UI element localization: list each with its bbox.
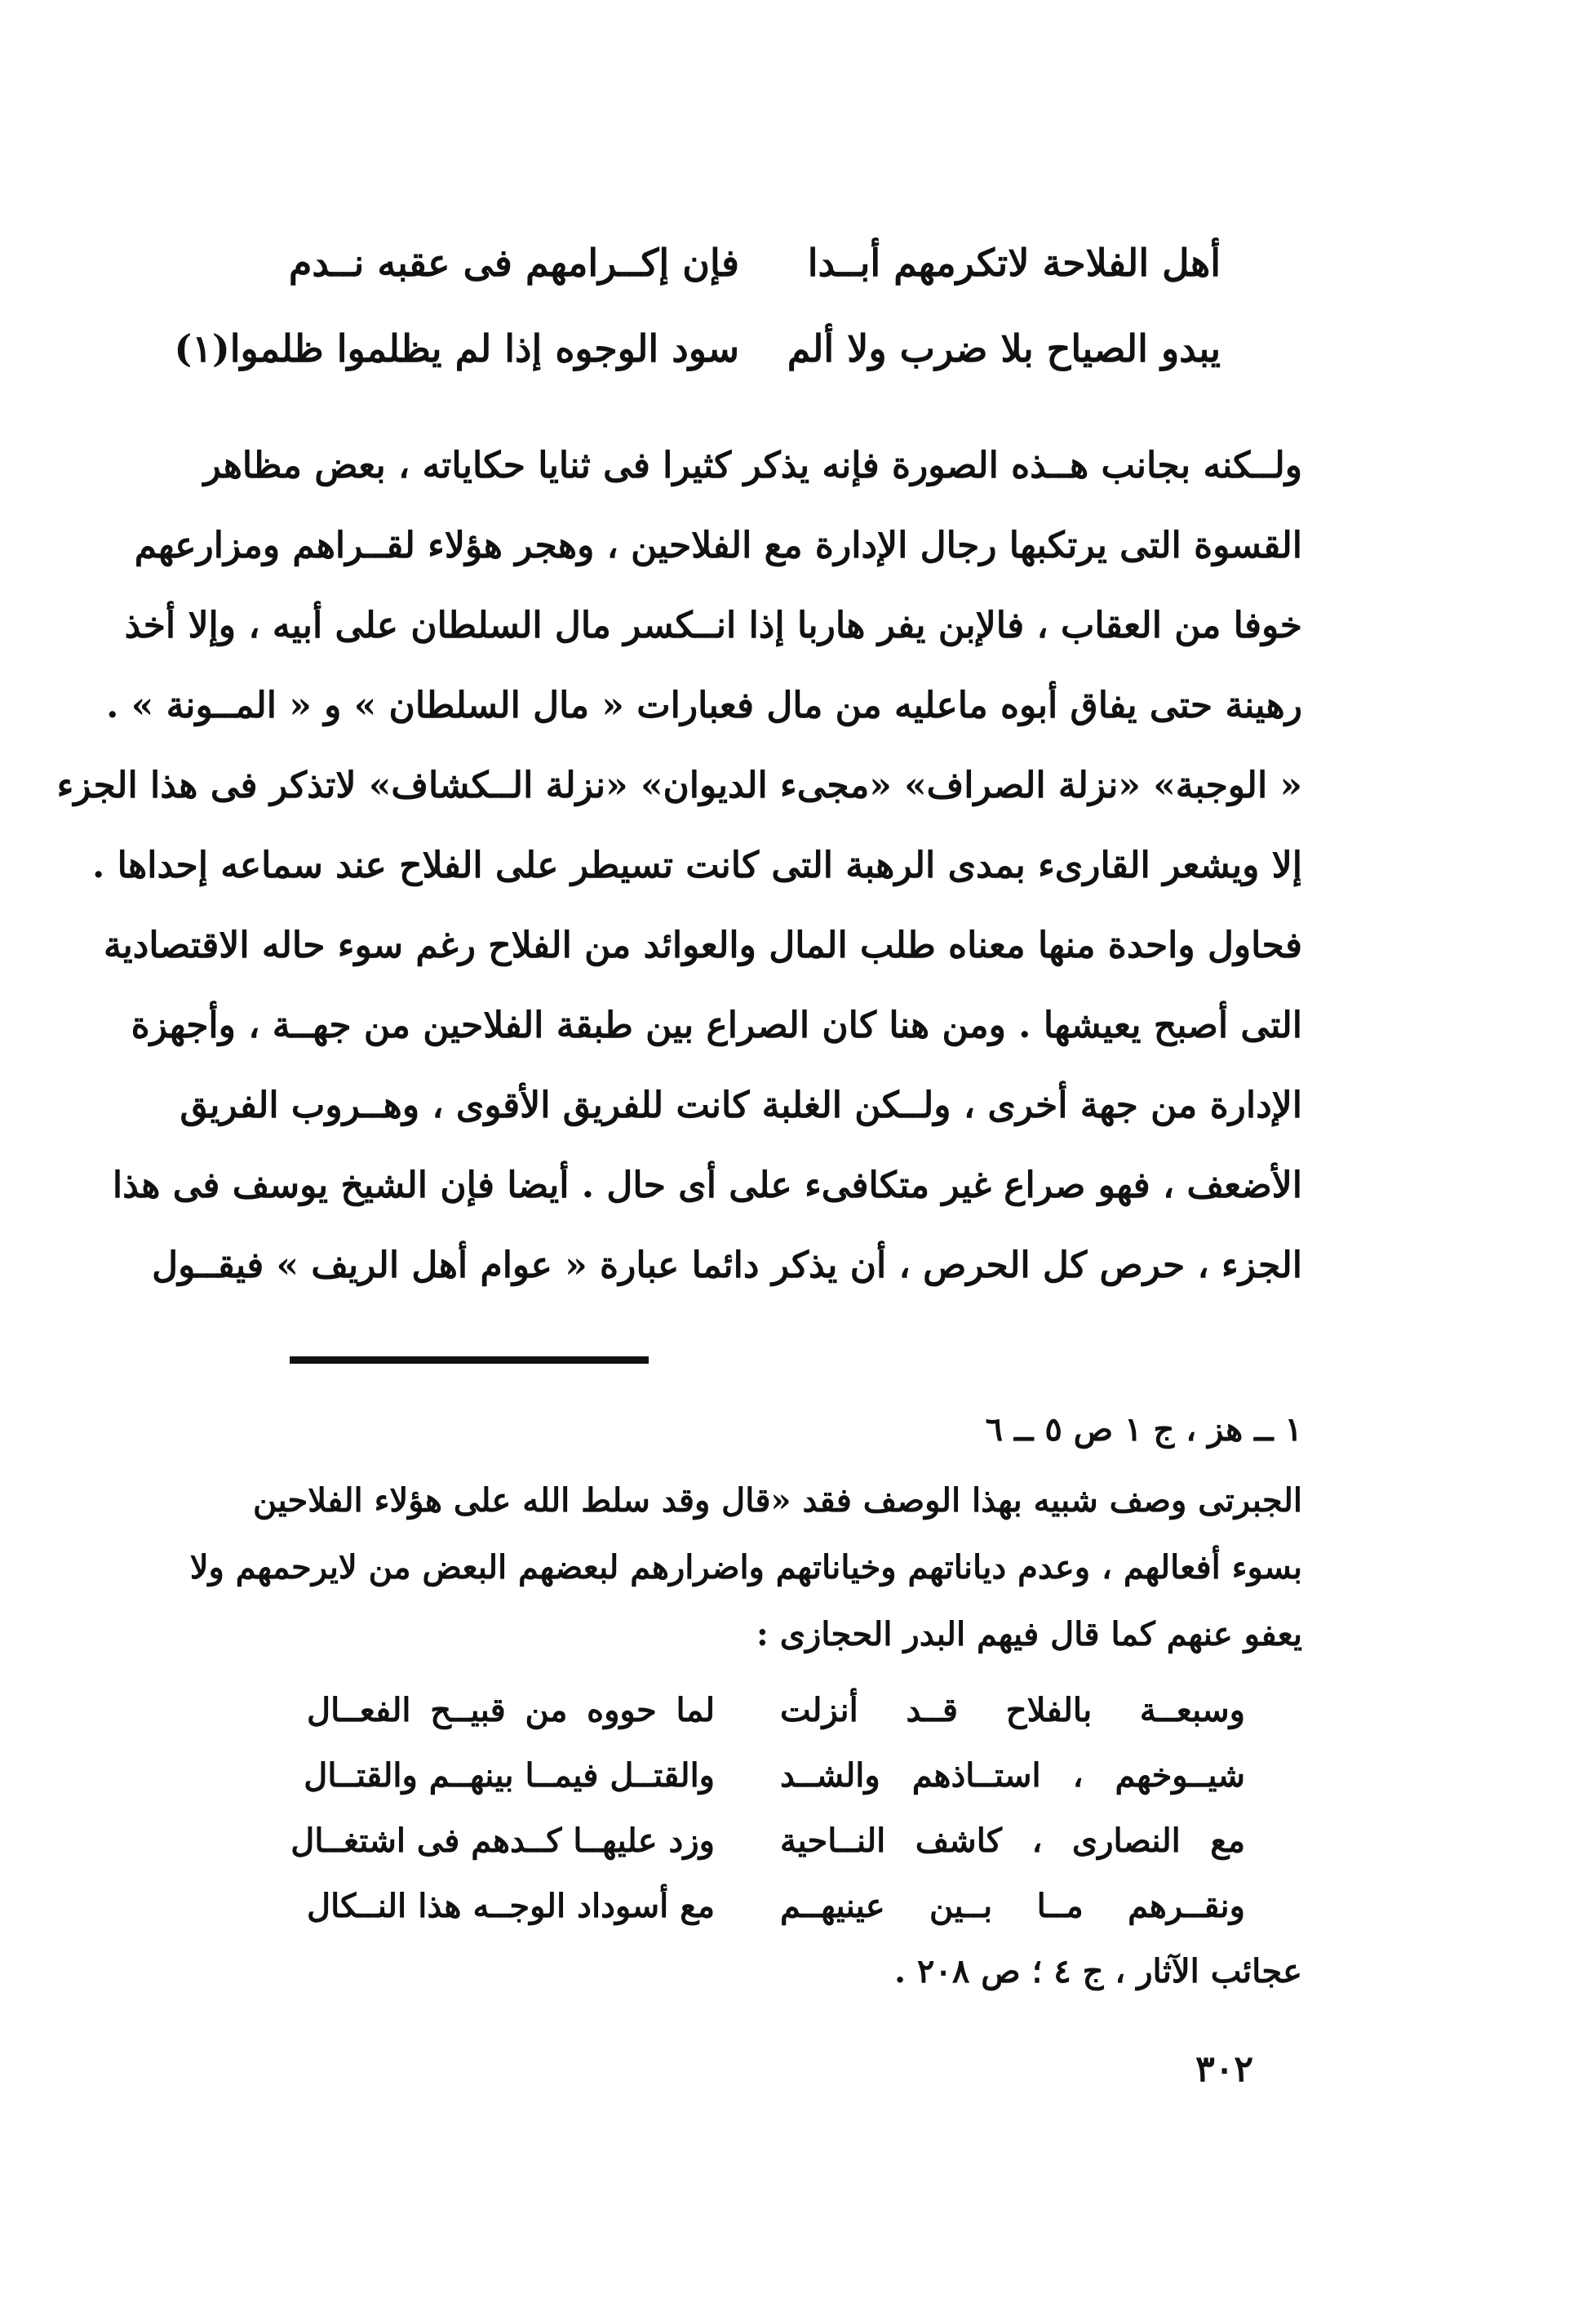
body-line: فحاول واحدة منها معناه طلب المال والعوائد من الفلاح رغم سوء حاله الاقتصادية <box>103 925 1302 966</box>
footnote-reference: ١ ــ هز ، ج ١ ص ٥ ــ ٦ <box>985 1410 1302 1449</box>
body-line: ولــكنه بجانب هــذه الصورة فإنه يذكر كثيرا فى ثنايا حكاياته ، بعض مظاهر <box>203 445 1302 486</box>
footnote-line: يعفو عنهم كما قال فيهم البدر الحجازى : <box>756 1615 1302 1653</box>
body-line: الجزء ، حرص كل الحرص ، أن يذكر دائما عبارة « عوام أهل الريف » فيقــول <box>152 1245 1302 1286</box>
body-line: رهينة حتى يفاق أبوه ماعليه من مال فعبارات « مال السلطان » و « المــونة » . <box>106 685 1302 726</box>
footnote-hemistich-first: ونقــرهم مــا بــين عينيهــم <box>780 1887 1245 1925</box>
poem-hemistich-second: فإن إكــرامهم فى عقبه نــدم <box>288 241 739 285</box>
footnote-hemistich-second: مع أسوداد الوجــه هذا النــكال <box>307 1887 715 1925</box>
footnote-hemistich-second: وزد عليهــا كــدهم فى اشتغــال <box>290 1822 715 1860</box>
page-number: ٣٠٢ <box>1195 2048 1253 2090</box>
poem-hemistich-first: أهل الفلاحة لاتكرمهم أبــدا <box>807 241 1221 285</box>
body-line: القسوة التى يرتكبها رجال الإدارة مع الفلاحين ، وهجر هؤلاء لقــراهم ومزارعهم <box>134 525 1302 566</box>
footnote-line: بسوء أفعالهم ، وعدم دياناتهم وخياناتهم واضرارهم لبعضهم البعض من لايرحمهم ولا <box>189 1548 1302 1587</box>
footnote-hemistich-first: وسبعــة بالفلاح قــد أنزلت <box>780 1691 1245 1729</box>
body-line: الأضعف ، فهو صراع غير متكافىء على أى حال . أيضا فإن الشيخ يوسف فى هذا <box>112 1165 1302 1206</box>
footnote-hemistich-first: مع النصارى ، كاشف النــاحية <box>780 1822 1245 1860</box>
footnote-hemistich-second: والقتــل فيمــا بينهــم والقتــال <box>304 1756 715 1795</box>
poem-hemistich-first: يبدو الصياح بلا ضرب ولا ألم <box>787 326 1221 371</box>
body-line: « الوجبة» «نزلة الصراف» «مجىء الديوان» «نزلة الــكشاف» لاتذكر فى هذا الجزء <box>56 765 1302 806</box>
footnote-source: عجائب الآثار ، ج ٤ ؛ ص ٢٠٨ . <box>894 1952 1302 1990</box>
footnote-separator <box>290 1356 649 1364</box>
body-line: إلا ويشعر القارىء بمدى الرهبة التى كانت تسيطر على الفلاح عند سماعه إحداها . <box>91 845 1302 886</box>
body-line: التى أصبح يعيشها . ومن هنا كان الصراع بين طبقة الفلاحين من جهــة ، وأجهزة <box>131 1005 1302 1046</box>
footnote-hemistich-second: لما حووه من قبيــح الفعــال <box>307 1691 715 1729</box>
body-line: خوفا من العقاب ، فالإبن يفر هاربا إذا انــكسر مال السلطان على أبيه ، وإلا أخذ <box>124 605 1302 646</box>
footnote-line: الجبرتى وصف شبيه بهذا الوصف فقد «قال وقد سلط الله على هؤلاء الفلاحين <box>253 1481 1302 1520</box>
footnote-hemistich-first: شيــوخهم ، استــاذهم والشــد <box>780 1756 1245 1795</box>
poem-hemistich-second: سود الوجوه إذا لم يظلموا ظلموا(١) <box>174 326 739 371</box>
body-line: الإدارة من جهة أخرى ، ولــكن الغلبة كانت للفريق الأقوى ، وهــروب الفريق <box>180 1085 1302 1126</box>
